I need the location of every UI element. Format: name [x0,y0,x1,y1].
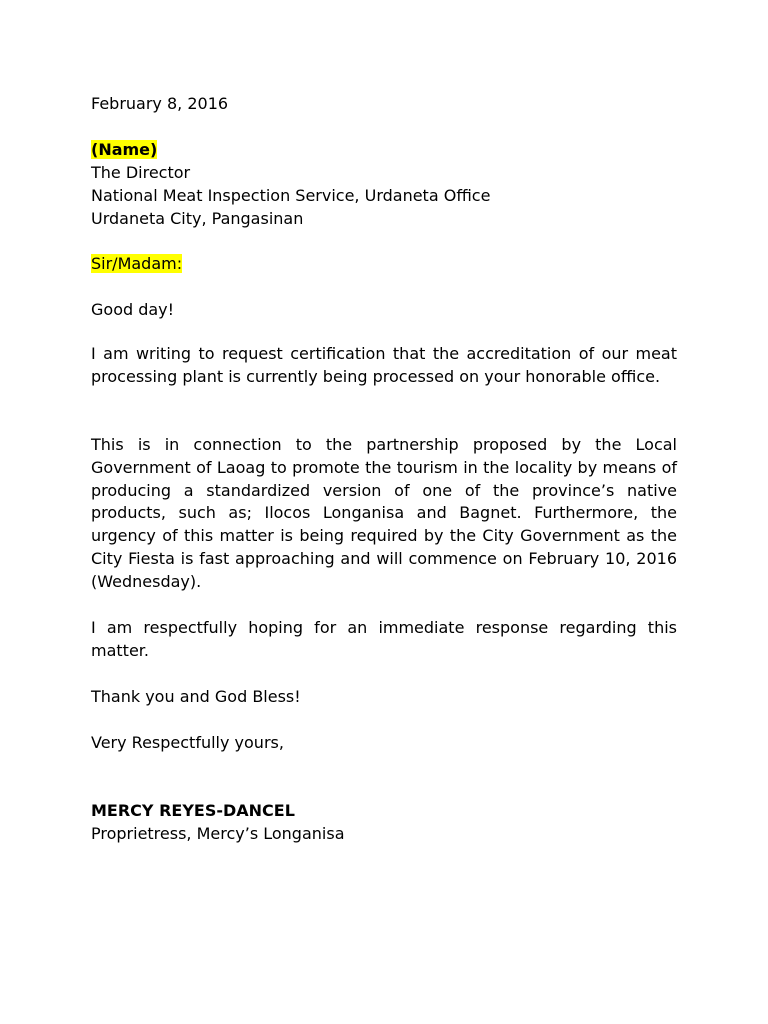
signer-title-text: Proprietress, Mercy’s Longanisa [91,824,345,843]
letter-date [91,92,677,115]
recipient-office [91,184,677,207]
signer-title [91,822,677,845]
signer-name-text: MERCY REYES-DANCEL [91,801,295,820]
body-paragraph-1: I am writing to request certification that the accreditation of our meat processing plant is currently being processed on your honorable office. [91,344,677,386]
salutation-line [91,252,677,275]
closing-line [91,731,677,754]
recipient-name-line [91,138,677,161]
recipient-title-text: The Director [91,163,191,182]
signer-name [91,799,677,822]
recipient-city-text: Urdaneta City, Pangasinan [91,209,304,228]
thanks-text: Thank you and God Bless! [91,687,301,706]
thanks-line [91,685,677,708]
closing-text: Very Respectfully yours, [91,733,284,752]
recipient-office-text: National Meat Inspection Service, Urdaneta Office [91,186,491,205]
greeting-text: Good day! [91,300,175,319]
greeting [91,298,677,321]
body-paragraph-2: This is in connection to the partnership proposed by the Local Government of Laoag to promote the tourism in the locality by means of producing a standardized version of one of the province’s native products, such as; Ilocos Longanisa and Bagnet. Furthermore, the urgency of this matter is being required by the City Government as the City Fiesta is fast approaching and will commence on February 10, 2016 (Wednesday). [91,435,677,591]
body-paragraph-3: I am respectfully hoping for an immediate response regarding this matter. [91,618,677,660]
recipient-city [91,207,677,230]
date-text: February 8, 2016 [91,94,229,113]
recipient-title [91,161,677,184]
salutation-text: Sir/Madam: [91,254,183,273]
recipient-name-placeholder: (Name) [91,140,158,159]
